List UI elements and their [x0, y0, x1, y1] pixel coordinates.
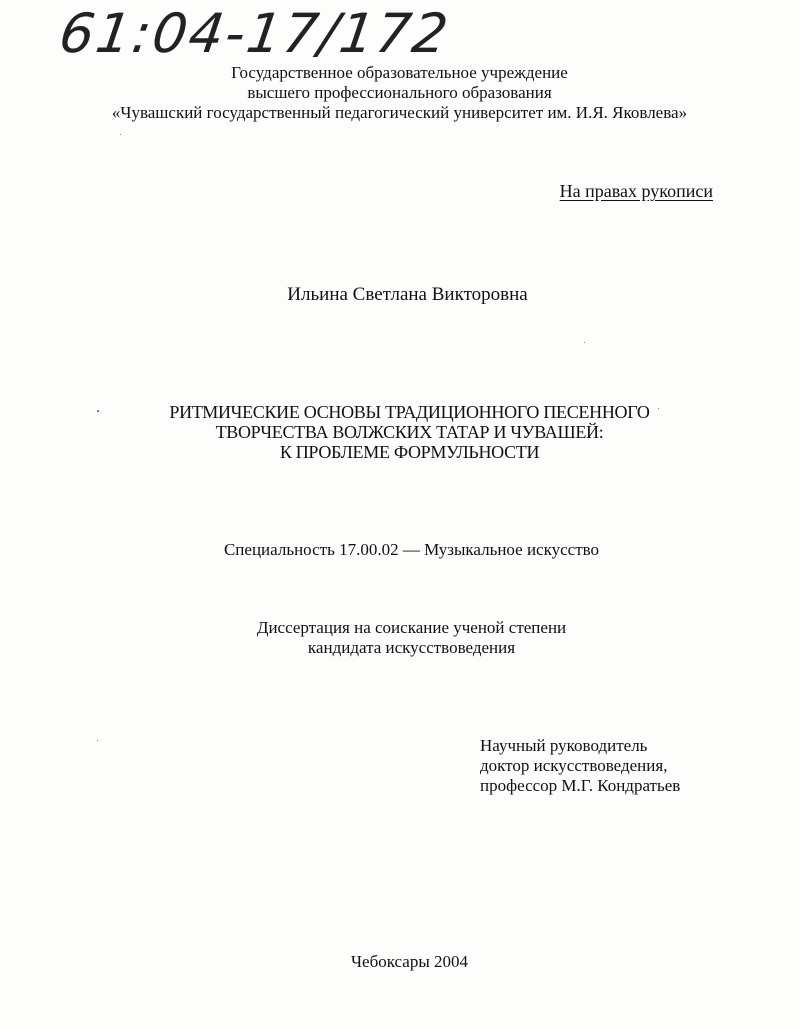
specialty: Специальность 17.00.02 — Музыкальное искусство: [223, 540, 600, 559]
institution-line-1: Государственное образовательное учреждение: [231, 63, 568, 82]
advisor-line-1: Научный руководитель: [480, 736, 648, 755]
scientific-advisor: [480, 736, 680, 796]
advisor-line-3: профессор М.Г. Кондратьев: [480, 776, 681, 795]
scan-speck: [120, 134, 121, 135]
advisor-line-2: доктор искусствоведения,: [480, 756, 668, 775]
handwritten-archive-number: 61:04-17/172: [55, 2, 454, 65]
scan-speck: [658, 408, 659, 409]
scan-speck: [97, 740, 98, 741]
institution-line-2: высшего профессионального образования: [247, 83, 552, 102]
title-line-2: ТВОРЧЕСТВА ВОЛЖСКИХ ТАТАР И ЧУВАШЕЙ:: [215, 422, 604, 442]
institution-line-3: «Чувашский государственный педагогический университет им. И.Я. Яковлева»: [111, 103, 688, 122]
dissertation-line-2: кандидата искусствоведения: [307, 638, 516, 657]
title-line-3: К ПРОБЛЕМЕ ФОРМУЛЬНОСТИ: [279, 442, 540, 462]
dissertation-line-1: Диссертация на соискание ученой степени: [256, 618, 567, 637]
scan-speck: [97, 410, 99, 412]
title-line-1: РИТМИЧЕСКИЕ ОСНОВЫ ТРАДИЦИОННОГО ПЕСЕННОГО: [169, 402, 650, 422]
scan-speck: [584, 342, 585, 343]
manuscript-rights-note: На правах рукописи: [559, 181, 713, 201]
city-year: Чебоксары 2004: [350, 952, 469, 971]
author-name: Ильина Светлана Викторовна: [287, 284, 528, 305]
